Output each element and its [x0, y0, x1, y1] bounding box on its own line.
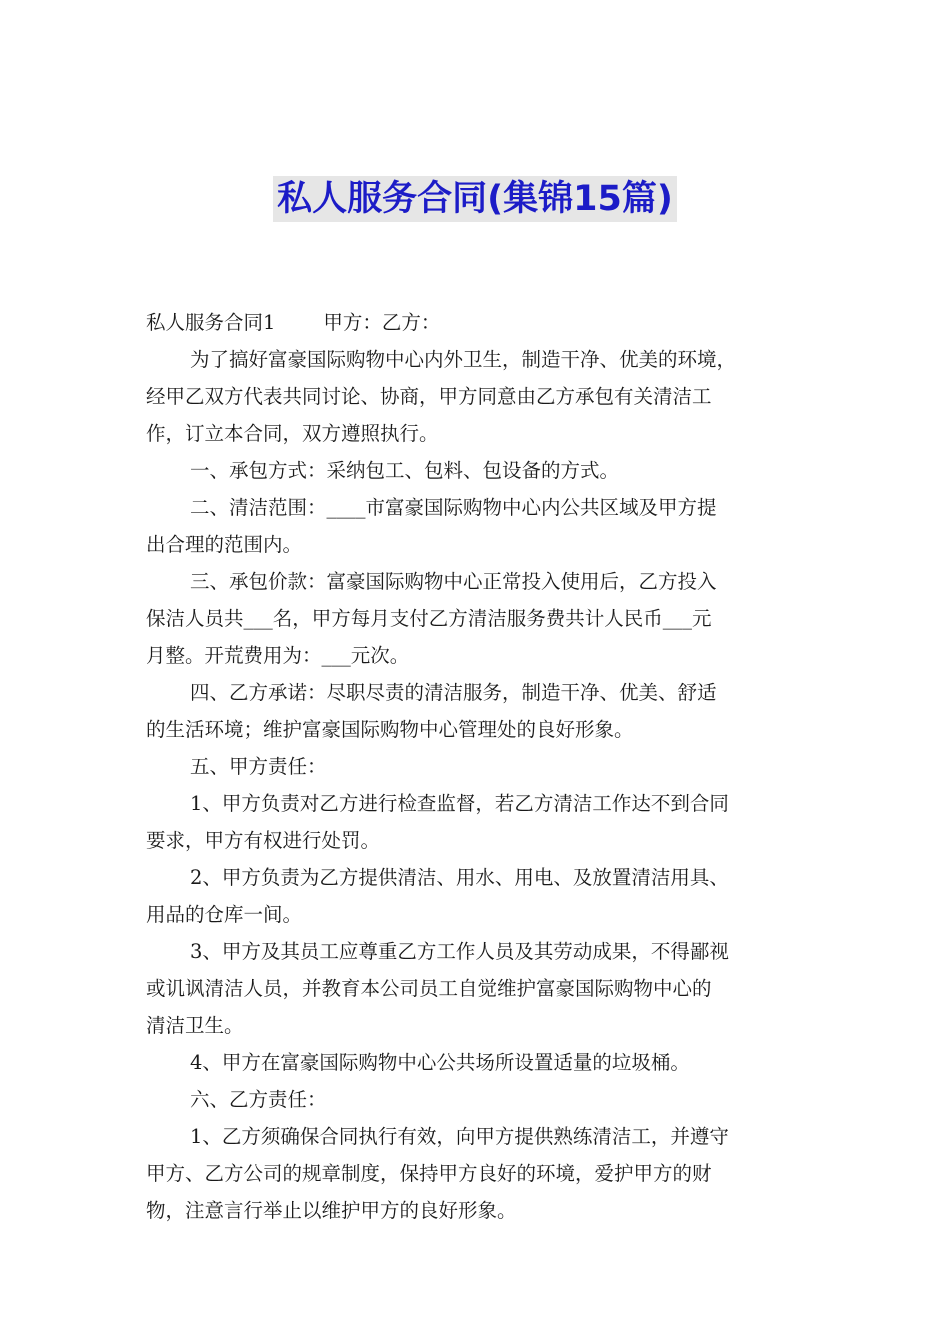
document-body — [146, 304, 810, 1229]
paragraph-line: 物，注意言行举止以维护甲方的良好形象。 — [146, 1199, 517, 1222]
paragraph-line: 的生活环境；维护富豪国际购物中心管理处的良好形象。 — [146, 718, 634, 741]
paragraph-line: 1、甲方负责对乙方进行检查监督，若乙方清洁工作达不到合同 — [190, 792, 729, 815]
paragraph-line: 清洁卫生。 — [146, 1014, 244, 1037]
document-title: 私人服务合同(集锦15篇) — [273, 176, 677, 222]
paragraph-line: 甲方、乙方公司的规章制度，保持甲方良好的环境，爱护甲方的财 — [146, 1162, 712, 1185]
paragraph-line: 经甲乙双方代表共同讨论、协商，甲方同意由乙方承包有关清洁工 — [146, 385, 712, 408]
paragraph-line: 4、甲方在富豪国际购物中心公共场所设置适量的垃圾桶。 — [190, 1051, 690, 1074]
first-line — [146, 304, 810, 341]
title-wrapper — [0, 176, 950, 222]
paragraph-line: 三、承包价款：富豪国际购物中心正常投入使用后，乙方投入 — [190, 570, 717, 593]
paragraph-line: 2、甲方负责为乙方提供清洁、用水、用电、及放置清洁用具、 — [190, 866, 729, 889]
paragraph-line: 或讥讽清洁人员，并教育本公司员工自觉维护富豪国际购物中心的 — [146, 977, 712, 1000]
paragraph-line: 作，订立本合同，双方遵照执行。 — [146, 422, 439, 445]
paragraph-line: 六、乙方责任： — [190, 1088, 327, 1111]
contract-heading: 私人服务合同1 — [146, 311, 276, 334]
paragraph-line: 保洁人员共___名，甲方每月支付乙方清洁服务费共计人民币___元 — [146, 607, 712, 630]
paragraph-line: 为了搞好富豪国际购物中心内外卫生，制造干净、优美的环境， — [190, 348, 737, 371]
paragraph-line: 出合理的范围内。 — [146, 533, 303, 556]
paragraph-line: 月整。开荒费用为：___元次。 — [146, 644, 410, 667]
paragraph-line: 一、承包方式：采纳包工、包料、包设备的方式。 — [190, 459, 620, 482]
paragraph-line: 1、乙方须确保合同执行有效，向甲方提供熟练清洁工，并遵守 — [190, 1125, 729, 1148]
paragraph-line: 要求，甲方有权进行处罚。 — [146, 829, 381, 852]
paragraph-line: 3、甲方及其员工应尊重乙方工作人员及其劳动成果，不得鄙视 — [190, 940, 729, 963]
parties-label: 甲方：乙方： — [323, 311, 441, 334]
paragraph-line: 二、清洁范围：____市富豪国际购物中心内公共区域及甲方提 — [190, 496, 717, 519]
paragraph-line: 用品的仓库一间。 — [146, 903, 303, 926]
paragraph-line: 五、甲方责任： — [190, 755, 327, 778]
paragraph-line: 四、乙方承诺：尽职尽责的清洁服务，制造干净、优美、舒适 — [190, 681, 717, 704]
